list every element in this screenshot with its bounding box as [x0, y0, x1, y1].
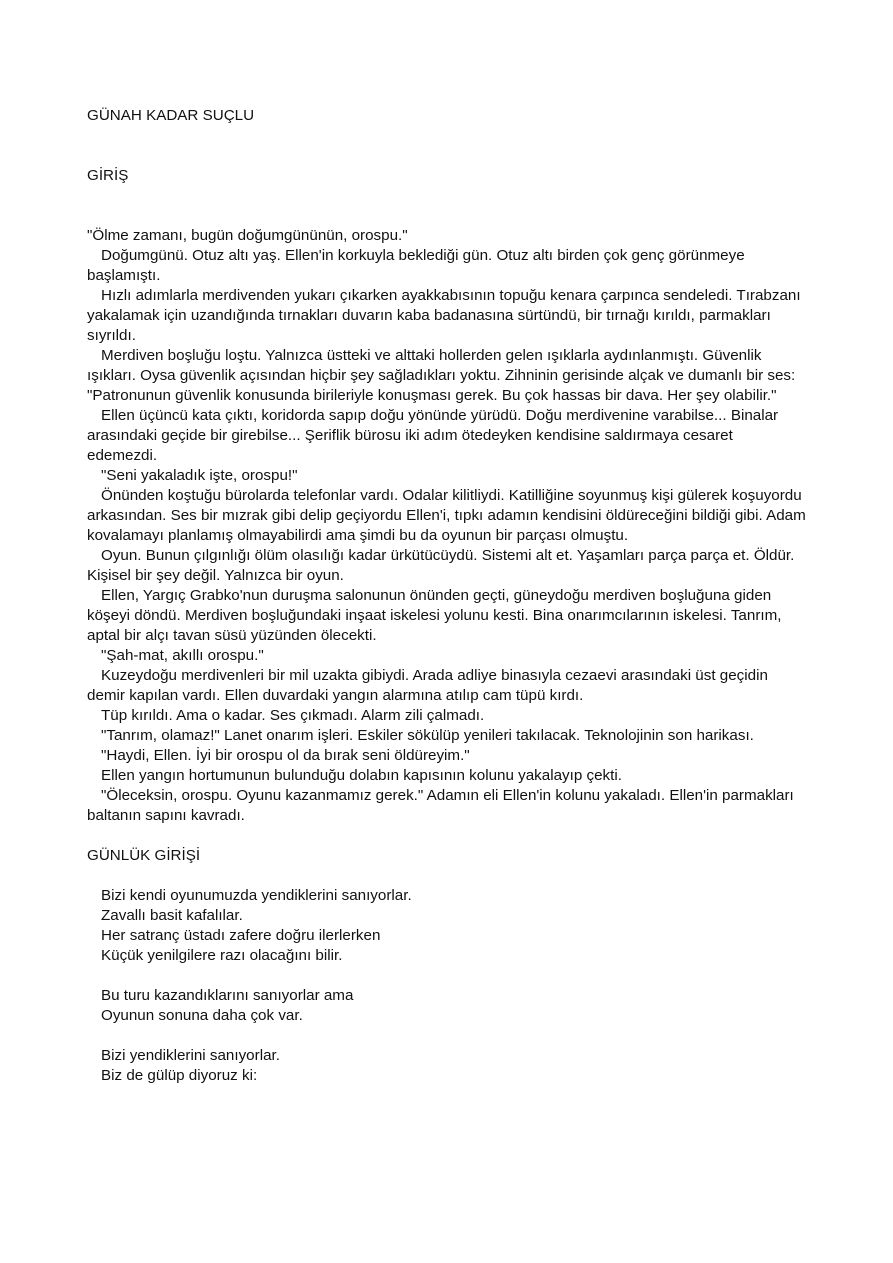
poem-line: Zavallı basit kafalılar.	[101, 907, 243, 924]
paragraph: "Seni yakaladık işte, orospu!"	[101, 467, 298, 484]
paragraph: Merdiven boşluğu loştu. Yalnızca üstteki ve alttaki hollerden gelen ışıklarla aydınlanmıştı. Güvenlik ışıkları. Oysa güvenlik açısından hiçbir şey sağladıkları yoktu. Zihninin gerisinde alçak ve dumanlı bir ses: "Patronunun güvenlik konusunda birileriyle konuşması gerek. Bu çok hassas bir dava. Her şey olabilir."	[87, 347, 800, 404]
poem-line: Bu turu kazandıklarını sanıyorlar ama	[101, 987, 354, 1004]
intro-text	[87, 226, 811, 826]
paragraph: Önünden koştuğu bürolarda telefonlar vardı. Odalar kilitliydi. Katilliğine soyunmuş kişi gülerek koşuyordu arkasından. Ses bir mızrak gibi delip geçiyordu Ellen'i, tıpkı adamın kendisini öldüreceğini bildiği gibi. Adam kovalamayı planlamış olmayabilirdi ama şimdi bu da oyunun bir parçası olmuştu.	[87, 487, 811, 544]
paragraph: Oyun. Bunun çılgınlığı ölüm olasılığı kadar ürkütücüydü. Sistemi alt et. Yaşamları parça parça et. Öldür. Kişisel bir şey değil. Yalnızca bir oyun.	[87, 547, 799, 584]
poem-line: Biz de gülüp diyoruz ki:	[101, 1067, 258, 1084]
poem-stanza	[101, 986, 807, 1026]
paragraph: "Şah-mat, akıllı orospu."	[101, 647, 264, 664]
document-body	[87, 106, 811, 1086]
paragraph: Ellen, Yargıç Grabko'nun duruşma salonunun önünden geçti, güneydoğu merdiven boşluğuna giden köşeyi döndü. Merdiven boşluğundaki inşaat iskelesi yolunu kesti. Bina onarımcılarının iskelesi. Tanrım, aptal bir alçı tavan süsü yüzünden ölecekti.	[87, 587, 786, 644]
section-heading-diary: GÜNLÜK GİRİŞİ	[87, 847, 201, 864]
paragraph: Ellen yangın hortumunun bulunduğu dolabın kapısının kolunu yakalayıp çekti.	[101, 767, 622, 784]
paragraph: Ellen üçüncü kata çıktı, koridorda sapıp doğu yönünde yürüdü. Doğu merdivenine varabilse... Binalar arasındaki geçide bir girebilse... Şeriflik bürosu iki adım ötedeyken kendisine saldırmaya cesaret edemezdi.	[87, 407, 783, 464]
poem-line: Küçük yenilgilere razı olacağını bilir.	[101, 947, 343, 964]
poem-line: Her satranç üstadı zafere doğru ilerlerken	[101, 927, 381, 944]
poem-stanza	[101, 1046, 807, 1086]
book-title: GÜNAH KADAR SUÇLU	[87, 107, 255, 124]
paragraph: Hızlı adımlarla merdivenden yukarı çıkarken ayakkabısının topuğu kenara çarpınca sendeledi. Tırabzanı yakalamak için uzandığında tırnakları duvarın kaba badanasına sürtündü, bir tırnağı kırıldı, parmakları sıyrıldı.	[87, 287, 805, 344]
poem-line: Bizi yendiklerini sanıyorlar.	[101, 1047, 280, 1064]
paragraph: "Öleceksin, orospu. Oyunu kazanmamız gerek." Adamın eli Ellen'in kolunu yakaladı. Ellen'in parmakları baltanın sapını kavradı.	[87, 787, 799, 824]
section-heading-intro: GİRİŞ	[87, 167, 129, 184]
poem-line: Oyunun sonuna daha çok var.	[101, 1007, 303, 1024]
diary-poem	[87, 886, 807, 1086]
paragraph: Doğumgünü. Otuz altı yaş. Ellen'in korkuyla beklediği gün. Otuz altı birden çok genç görünmeye başlamıştı.	[87, 247, 749, 284]
paragraph: "Tanrım, olamaz!" Lanet onarım işleri. Eskiler sökülüp yenileri takılacak. Teknolojinin son harikası.	[101, 727, 754, 744]
paragraph: "Haydi, Ellen. İyi bir orospu ol da bırak seni öldüreyim."	[101, 747, 470, 764]
poem-stanza	[101, 886, 807, 966]
paragraph: "Ölme zamanı, bugün doğumgününün, orospu."	[87, 227, 408, 244]
paragraph: Kuzeydoğu merdivenleri bir mil uzakta gibiydi. Arada adliye binasıyla cezaevi arasındaki üst geçidin demir kapılan vardı. Ellen duvardaki yangın alarmına atılıp cam tüpü kırdı.	[87, 667, 773, 704]
paragraph: Tüp kırıldı. Ama o kadar. Ses çıkmadı. Alarm zili çalmadı.	[101, 707, 485, 724]
poem-line: Bizi kendi oyunumuzda yendiklerini sanıyorlar.	[101, 887, 412, 904]
